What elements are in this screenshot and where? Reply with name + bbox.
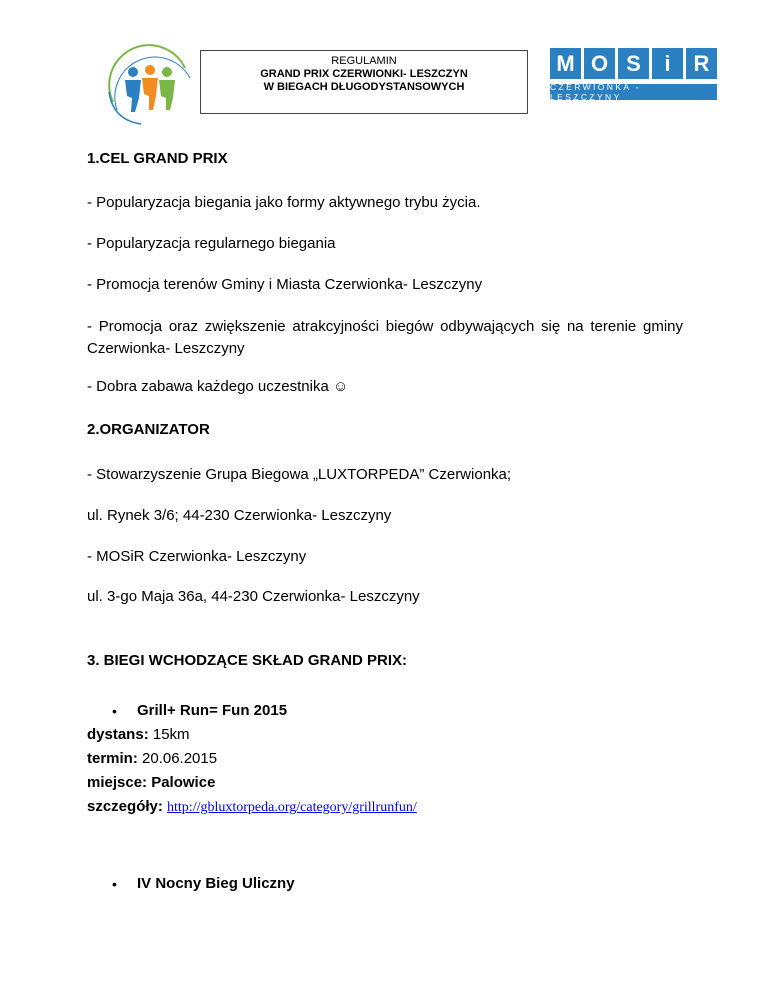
header-line-1: REGULAMIN [331, 55, 397, 67]
mosir-subtitle: CZERWIONKA - LESZCZYNY [550, 84, 717, 100]
race-1-name: Grill+ Run= Fun 2015 [137, 702, 288, 719]
section-1-item: - Popularyzacja regularnego biegania [87, 235, 336, 252]
race-2-name: IV Nocny Bieg Uliczny [137, 875, 295, 892]
section-1-title: 1.CEL GRAND PRIX [87, 150, 228, 167]
race-1-distance: dystans: 15km [87, 726, 190, 743]
section-1-item: - Promocja oraz zwiększenie atrakcyjności biegów odbywających się na terenie gminy Czerwionka- Leszczyny [87, 318, 683, 357]
section-2-item: - MOSiR Czerwionka- Leszczyny [87, 548, 307, 565]
mosir-letter: R [686, 48, 717, 79]
section-1-item: - Popularyzacja biegania jako formy aktywnego trybu życia. [87, 194, 481, 211]
mosir-letter: M [550, 48, 581, 79]
runners-logo-icon [95, 40, 195, 128]
luxtorpeda-logo [95, 40, 195, 128]
section-3-title: 3. BIEGI WCHODZĄCE SKŁAD GRAND PRIX: [87, 652, 408, 669]
section-2-item: ul. 3-go Maja 36a, 44-230 Czerwionka- Leszczyny [87, 588, 420, 605]
race-1-place: miejsce: Palowice [87, 774, 216, 791]
section-2-item: ul. Rynek 3/6; 44-230 Czerwionka- Leszczyny [87, 507, 392, 524]
section-2-item: - Stowarzyszenie Grupa Biegowa „LUXTORPEDA” Czerwionka; [87, 466, 512, 483]
bullet-icon: • [112, 876, 117, 892]
section-1-item: - Dobra zabawa każdego uczestnika ☺ [87, 378, 349, 395]
section-1-item: - Promocja terenów Gminy i Miasta Czerwionka- Leszczyny [87, 276, 483, 293]
mosir-logo [550, 48, 720, 106]
document-header [200, 50, 528, 114]
header-line-2: GRAND PRIX CZERWIONKI- LESZCZYN [260, 68, 468, 80]
mosir-letter: S [618, 48, 649, 79]
header-line-3: W BIEGACH DŁUGODYSTANSOWYCH [263, 81, 465, 93]
race-1-date: termin: 20.06.2015 [87, 750, 218, 767]
bullet-icon: • [112, 703, 117, 719]
mosir-letter: O [584, 48, 615, 79]
mosir-letter: i [652, 48, 683, 79]
race-1-details: szczegóły: http://gbluxtorpeda.org/category/grillrunfun/ [87, 798, 417, 815]
race-1-details-link[interactable]: http://gbluxtorpeda.org/category/grillrunfun/ [167, 800, 417, 815]
section-2-title: 2.ORGANIZATOR [87, 421, 210, 438]
